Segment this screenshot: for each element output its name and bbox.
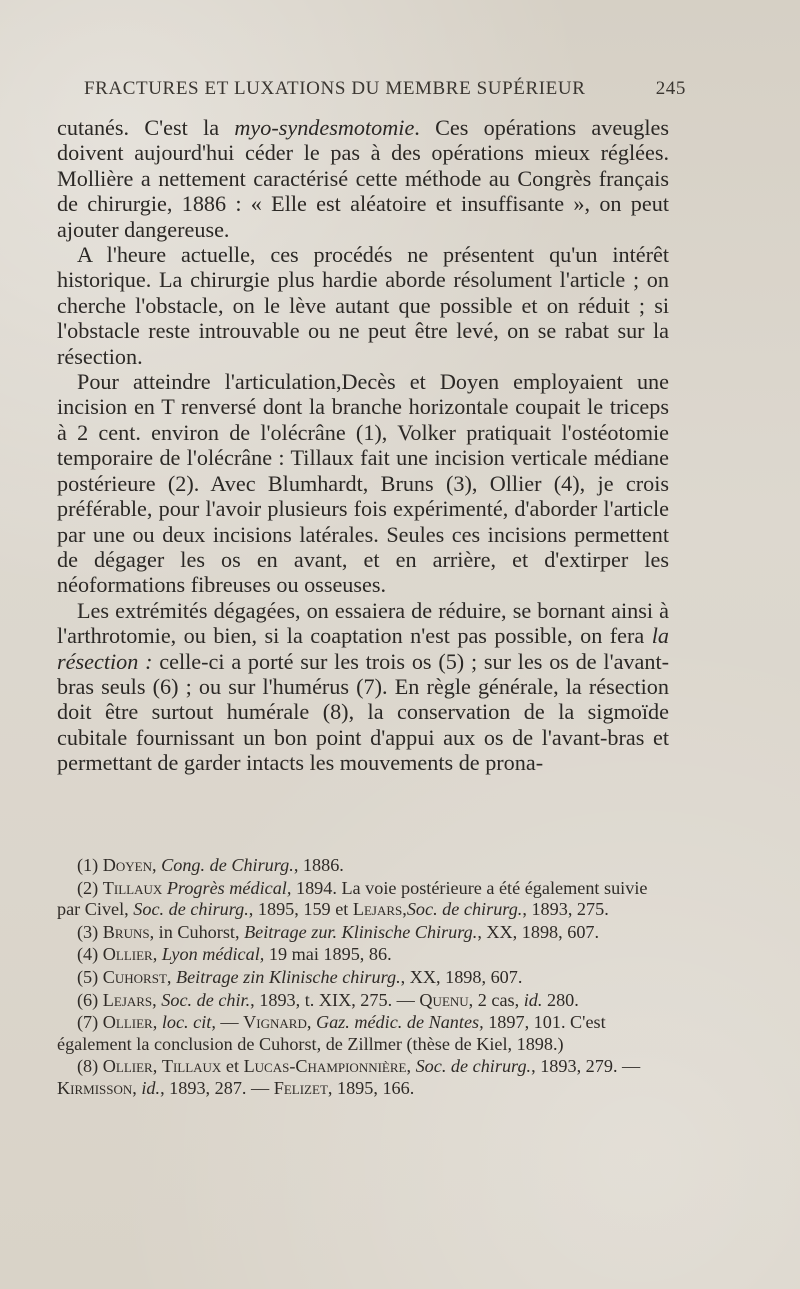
- footnote-rest: , 1886.: [293, 855, 344, 875]
- footnote-author: Ollier,: [102, 944, 158, 965]
- footnote-author-5: Felizet,: [273, 1077, 333, 1098]
- footnote-title-2: Gaz. médic. de Nantes,: [315, 1012, 484, 1033]
- footnote-rest: 1895, 166.: [332, 1077, 415, 1098]
- footnote-author-2: Tillaux: [161, 1056, 222, 1077]
- footnote-author: Lejars,: [102, 989, 157, 1010]
- footnote-5: [57, 967, 669, 989]
- footnote-rest: 19 mai 1895, 86.: [264, 944, 392, 965]
- paragraph-1-text-a: cutanés. C'est la: [57, 115, 235, 140]
- footnote-text: et: [221, 1056, 244, 1077]
- paragraph-4-text-b: celle-ci a porté sur les trois os (5) ; sur les os de l'avant-bras seuls (6) ; ou sur l'humérus (7). En règle générale, la résection doit être surtout humérale (8), la conservation de la sigmoïde cubitale fournissant un bon point d'appui aux os de l'avant-bras et permettant de garder intacts les mouvements de prona-: [57, 648, 670, 776]
- footnote-author: Ollier,: [102, 1056, 158, 1077]
- paragraph-1-emphasis: myo-syndesmotomie: [234, 115, 415, 140]
- paragraph-3: Pour atteindre l'articulation,Decès et Doyen employaient une incision en T renversé dont la branche horizontale coupait le triceps à 2 cent. environ de l'olécrâne (1), Volker pratiquait l'ostéotomie temporaire de l'olécrâne : Tillaux fait une incision verticale médiane postérieure (2). Avec Blumhardt, Bruns (3), Ollier (4), je crois préférable, pour l'avoir plusieurs fois expérimenté, d'aborder l'article par une ou deux incisions latérales. Seules ces incisions permettent de dégager les os en avant, et en arrière, et d'extirper les néoformations fibreuses ou osseuses.: [57, 369, 669, 598]
- footnote-rest: , XX, 1898, 607.: [400, 966, 523, 987]
- footnote-author: Cuhorst,: [102, 966, 172, 987]
- footnote-number: (6): [77, 989, 99, 1010]
- footnote-number: (8): [77, 1056, 99, 1077]
- footnote-author-4: Kirmisson,: [57, 1077, 137, 1098]
- footnote-title: Cong. de Chirurg.: [161, 855, 294, 875]
- footnotes: [57, 855, 669, 1101]
- footnote-text: , 1893, t. XIX, 275. —: [250, 989, 420, 1010]
- page-number: 245: [655, 78, 686, 99]
- footnote-text: —: [215, 1012, 244, 1033]
- footnote-title: Lyon médical,: [161, 944, 265, 965]
- footnote-8: [57, 1056, 669, 1099]
- footnote-6: [57, 990, 669, 1012]
- footnote-author-2: Lejars,: [352, 899, 407, 920]
- footnote-author-2: Vignard,: [243, 1012, 312, 1033]
- paragraph-1: [57, 115, 669, 242]
- paragraph-4-emphasis: la résection :: [57, 623, 669, 674]
- footnote-1: [57, 855, 669, 877]
- footnote-title-2: Soc. de chirurg.: [133, 899, 249, 920]
- footnote-2: [57, 878, 669, 921]
- footnote-number: (7): [77, 1012, 99, 1033]
- footnote-author: Doyen,: [102, 855, 157, 875]
- footnote-title-2: id.: [523, 989, 543, 1010]
- paragraph-1-text-b: . Ces opérations aveugles doivent aujourd'hui céder le pas à des opérations mieux réglées. Mollière a nettement caractérisé cette méthode au Congrès français de chirurgie, 1886 : « Elle est aléatoire et insuffisante », on peut ajouter dangereuse.: [57, 115, 669, 242]
- footnote-7: [57, 1012, 669, 1055]
- footnote-title: Beitrage zin Klinische chirurg.: [176, 966, 401, 987]
- footnote-title-2: id.: [141, 1077, 161, 1098]
- footnote-rest: 280.: [542, 989, 579, 1010]
- footnote-title: Soc. de chir.: [161, 989, 251, 1010]
- footnote-text-2: 2 cas,: [473, 989, 524, 1010]
- footnote-number: (2): [77, 877, 99, 898]
- footnote-text: 1894. La voie postérieure a été également suivie par Civel,: [57, 877, 648, 920]
- paragraph-4: [57, 598, 669, 776]
- paragraph-2: A l'heure actuelle, ces procédés ne présentent qu'un intérêt historique. La chirurgie plus hardie aborde résolument l'article ; on cherche l'obstacle, on le lève autant que possible et on réduit ; si l'obstacle reste introuvable ou ne peut être levé, on se rabat sur la résection.: [57, 242, 669, 369]
- footnote-number: (1): [77, 855, 99, 875]
- footnote-author-2: Quenu,: [419, 989, 474, 1010]
- main-text: [57, 115, 669, 776]
- footnote-4: [57, 944, 669, 966]
- footnote-title: Progrès médical,: [166, 877, 292, 898]
- footnote-rest: , XX, 1898, 607.: [477, 921, 600, 942]
- footnote-author: Tillaux: [102, 877, 163, 898]
- footnote-rest: , 1893, 275.: [522, 899, 609, 920]
- footnote-text-2: , 1895, 159 et: [248, 899, 353, 920]
- footnote-text: in Cuhorst,: [154, 921, 245, 942]
- footnote-number: (5): [77, 966, 99, 987]
- footnote-rest: 1897, 101. C'est également la conclusion de Cuhorst, de Zillmer (thèse de Kiel, 1898.): [57, 1012, 606, 1054]
- footnote-author: Ollier,: [102, 1012, 158, 1033]
- footnote-author-3: Lucas-Championnière,: [243, 1056, 412, 1077]
- running-header: [84, 78, 686, 100]
- footnote-text-3: , 1893, 287. —: [160, 1077, 274, 1098]
- footnote-number: (3): [77, 921, 99, 942]
- footnote-author: Bruns,: [102, 921, 155, 942]
- footnote-title: Soc. de chirurg.: [415, 1056, 532, 1077]
- footnote-title: Beitrage zur. Klinische Chirurg.: [244, 921, 478, 942]
- footnote-title: loc. cit,: [161, 1012, 216, 1033]
- paragraph-4-text-a: Les extrémités dégagées, on essaiera de réduire, se bornant ainsi à l'arthrotomie, ou bien, si la coaptation n'est pas possible, on fera: [57, 597, 669, 649]
- footnote-title-3: Soc. de chirurg.: [406, 899, 523, 920]
- footnote-number: (4): [77, 944, 99, 965]
- footnote-text-2: , 1893, 279. —: [531, 1056, 641, 1077]
- running-title: FRACTURES ET LUXATIONS DU MEMBRE SUPÉRIEUR: [84, 78, 586, 99]
- footnote-3: [57, 922, 669, 944]
